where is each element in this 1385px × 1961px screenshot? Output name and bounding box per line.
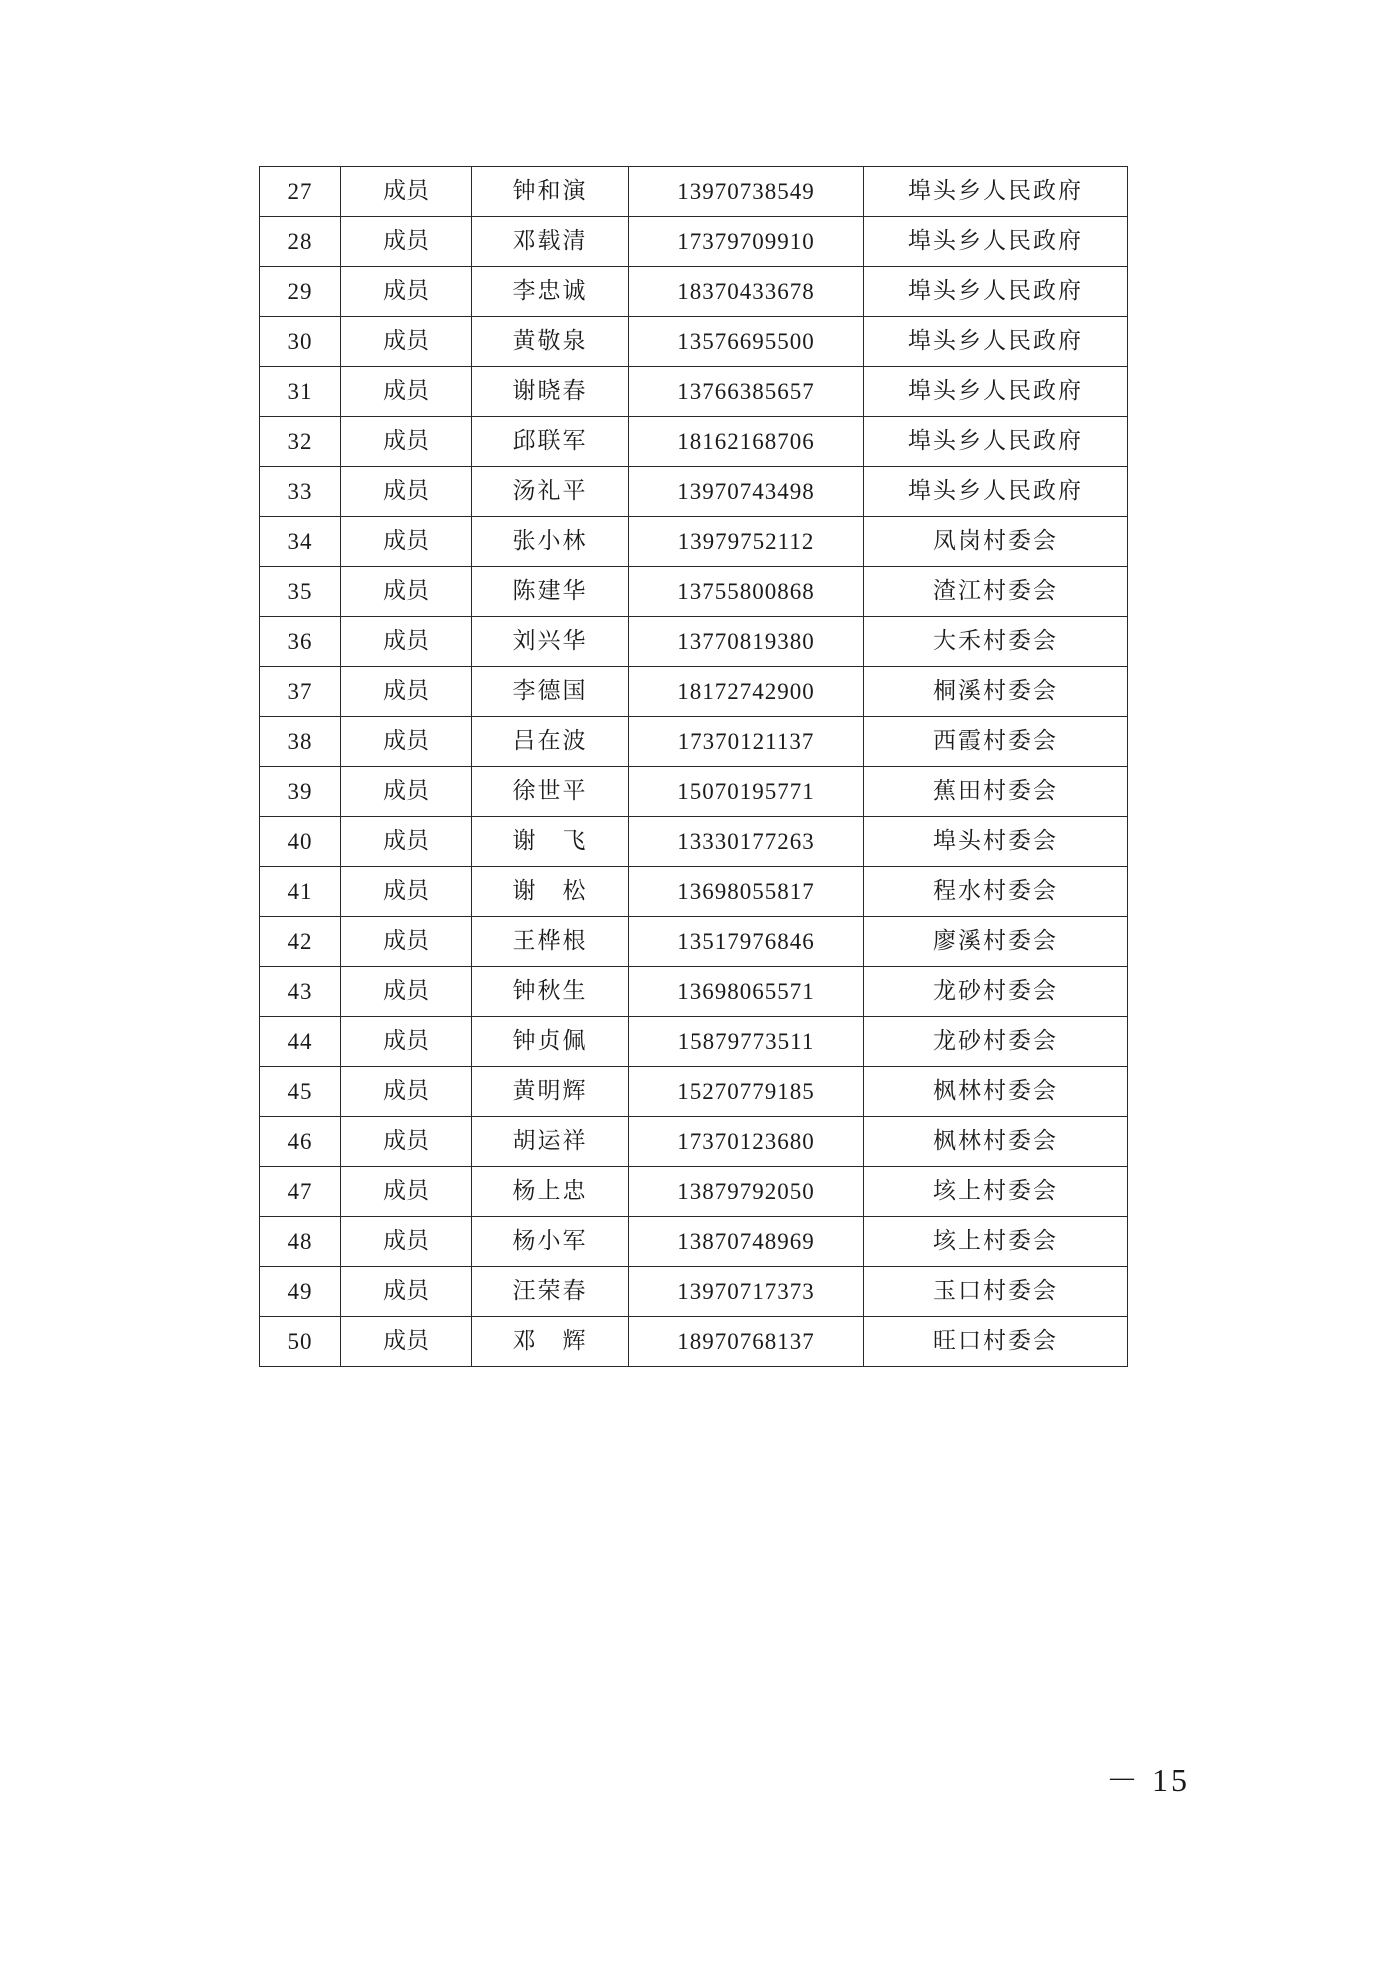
cell-unit: 渣江村委会 (864, 567, 1128, 617)
cell-role: 成员 (341, 517, 472, 567)
cell-role: 成员 (341, 367, 472, 417)
cell-role: 成员 (341, 267, 472, 317)
table-row (260, 1067, 1128, 1117)
cell-phone: 18162168706 (629, 417, 864, 467)
cell-name: 杨上忠 (472, 1167, 629, 1217)
cell-number: 34 (260, 517, 341, 567)
cell-number: 43 (260, 967, 341, 1017)
cell-number: 40 (260, 817, 341, 867)
cell-role: 成员 (341, 617, 472, 667)
table-row (260, 1167, 1128, 1217)
cell-unit: 埠头乡人民政府 (864, 317, 1128, 367)
cell-name: 黄敬泉 (472, 317, 629, 367)
cell-name: 邓 辉 (472, 1317, 629, 1367)
cell-number: 49 (260, 1267, 341, 1317)
cell-unit: 埠头乡人民政府 (864, 367, 1128, 417)
cell-unit: 廖溪村委会 (864, 917, 1128, 967)
roster-body (260, 167, 1128, 1367)
cell-name: 钟贞佩 (472, 1017, 629, 1067)
cell-phone: 13766385657 (629, 367, 864, 417)
cell-role: 成员 (341, 217, 472, 267)
cell-role: 成员 (341, 1317, 472, 1367)
table-row (260, 167, 1128, 217)
table-row (260, 867, 1128, 917)
cell-phone: 15270779185 (629, 1067, 864, 1117)
cell-name: 谢晓春 (472, 367, 629, 417)
cell-role: 成员 (341, 817, 472, 867)
table-row (260, 517, 1128, 567)
cell-phone: 13517976846 (629, 917, 864, 967)
cell-number: 27 (260, 167, 341, 217)
cell-phone: 13879792050 (629, 1167, 864, 1217)
table-row (260, 1117, 1128, 1167)
cell-number: 44 (260, 1017, 341, 1067)
table-row (260, 667, 1128, 717)
table-row (260, 767, 1128, 817)
cell-phone: 17379709910 (629, 217, 864, 267)
cell-phone: 13330177263 (629, 817, 864, 867)
cell-unit: 埠头乡人民政府 (864, 217, 1128, 267)
cell-number: 42 (260, 917, 341, 967)
table-row (260, 417, 1128, 467)
cell-number: 47 (260, 1167, 341, 1217)
cell-phone: 13870748969 (629, 1217, 864, 1267)
cell-role: 成员 (341, 1117, 472, 1167)
cell-number: 45 (260, 1067, 341, 1117)
cell-unit: 垓上村委会 (864, 1167, 1128, 1217)
cell-number: 33 (260, 467, 341, 517)
cell-unit: 埠头村委会 (864, 817, 1128, 867)
cell-unit: 枫林村委会 (864, 1117, 1128, 1167)
cell-unit: 西霞村委会 (864, 717, 1128, 767)
cell-role: 成员 (341, 167, 472, 217)
cell-number: 28 (260, 217, 341, 267)
cell-number: 37 (260, 667, 341, 717)
cell-phone: 13970743498 (629, 467, 864, 517)
cell-name: 钟秋生 (472, 967, 629, 1017)
cell-phone: 18172742900 (629, 667, 864, 717)
cell-phone: 13698065571 (629, 967, 864, 1017)
cell-number: 50 (260, 1317, 341, 1367)
cell-phone: 13979752112 (629, 517, 864, 567)
cell-role: 成员 (341, 567, 472, 617)
page-number: － 15 (1106, 1762, 1191, 1798)
cell-phone: 13698055817 (629, 867, 864, 917)
cell-unit: 蕉田村委会 (864, 767, 1128, 817)
table-row (260, 717, 1128, 767)
cell-role: 成员 (341, 467, 472, 517)
table-row (260, 917, 1128, 967)
cell-role: 成员 (341, 967, 472, 1017)
cell-number: 35 (260, 567, 341, 617)
member-roster-table (259, 166, 1128, 1367)
table-row (260, 1017, 1128, 1067)
cell-role: 成员 (341, 1017, 472, 1067)
cell-name: 胡运祥 (472, 1117, 629, 1167)
cell-unit: 埠头乡人民政府 (864, 267, 1128, 317)
cell-phone: 17370121137 (629, 717, 864, 767)
cell-role: 成员 (341, 417, 472, 467)
cell-name: 刘兴华 (472, 617, 629, 667)
cell-unit: 桐溪村委会 (864, 667, 1128, 717)
cell-role: 成员 (341, 1267, 472, 1317)
table-row (260, 467, 1128, 517)
cell-phone: 13770819380 (629, 617, 864, 667)
cell-name: 杨小军 (472, 1217, 629, 1267)
table-row (260, 1267, 1128, 1317)
table-row (260, 267, 1128, 317)
table-row (260, 367, 1128, 417)
cell-name: 汤礼平 (472, 467, 629, 517)
cell-number: 46 (260, 1117, 341, 1167)
cell-unit: 龙砂村委会 (864, 967, 1128, 1017)
cell-number: 38 (260, 717, 341, 767)
table-row (260, 567, 1128, 617)
table-row (260, 817, 1128, 867)
cell-number: 30 (260, 317, 341, 367)
cell-name: 张小林 (472, 517, 629, 567)
cell-number: 39 (260, 767, 341, 817)
cell-name: 汪荣春 (472, 1267, 629, 1317)
cell-number: 48 (260, 1217, 341, 1267)
cell-name: 陈建华 (472, 567, 629, 617)
cell-unit: 龙砂村委会 (864, 1017, 1128, 1067)
cell-unit: 垓上村委会 (864, 1217, 1128, 1267)
table-row (260, 1217, 1128, 1267)
cell-phone: 18370433678 (629, 267, 864, 317)
cell-number: 29 (260, 267, 341, 317)
cell-role: 成员 (341, 1167, 472, 1217)
cell-unit: 大禾村委会 (864, 617, 1128, 667)
cell-unit: 凤岗村委会 (864, 517, 1128, 567)
cell-name: 吕在波 (472, 717, 629, 767)
cell-phone: 13576695500 (629, 317, 864, 367)
cell-name: 钟和演 (472, 167, 629, 217)
cell-phone: 13970717373 (629, 1267, 864, 1317)
cell-phone: 15879773511 (629, 1017, 864, 1067)
cell-phone: 13755800868 (629, 567, 864, 617)
cell-name: 邱联军 (472, 417, 629, 467)
cell-unit: 埠头乡人民政府 (864, 417, 1128, 467)
cell-unit: 埠头乡人民政府 (864, 167, 1128, 217)
cell-number: 36 (260, 617, 341, 667)
cell-name: 谢 飞 (472, 817, 629, 867)
cell-number: 32 (260, 417, 341, 467)
cell-unit: 枫林村委会 (864, 1067, 1128, 1117)
cell-role: 成员 (341, 1217, 472, 1267)
table-row (260, 317, 1128, 367)
cell-unit: 玉口村委会 (864, 1267, 1128, 1317)
cell-number: 41 (260, 867, 341, 917)
cell-name: 李忠诚 (472, 267, 629, 317)
cell-role: 成员 (341, 717, 472, 767)
cell-unit: 旺口村委会 (864, 1317, 1128, 1367)
table-row (260, 617, 1128, 667)
table-row (260, 217, 1128, 267)
cell-role: 成员 (341, 317, 472, 367)
cell-phone: 18970768137 (629, 1317, 864, 1367)
cell-phone: 13970738549 (629, 167, 864, 217)
cell-name: 李德国 (472, 667, 629, 717)
cell-name: 王桦根 (472, 917, 629, 967)
cell-role: 成员 (341, 1067, 472, 1117)
cell-name: 黄明辉 (472, 1067, 629, 1117)
table-row (260, 967, 1128, 1017)
cell-number: 31 (260, 367, 341, 417)
cell-phone: 17370123680 (629, 1117, 864, 1167)
cell-name: 邓载清 (472, 217, 629, 267)
cell-unit: 程水村委会 (864, 867, 1128, 917)
cell-name: 徐世平 (472, 767, 629, 817)
cell-role: 成员 (341, 917, 472, 967)
cell-phone: 15070195771 (629, 767, 864, 817)
cell-role: 成员 (341, 667, 472, 717)
cell-role: 成员 (341, 767, 472, 817)
cell-role: 成员 (341, 867, 472, 917)
table-row (260, 1317, 1128, 1367)
cell-name: 谢 松 (472, 867, 629, 917)
cell-unit: 埠头乡人民政府 (864, 467, 1128, 517)
